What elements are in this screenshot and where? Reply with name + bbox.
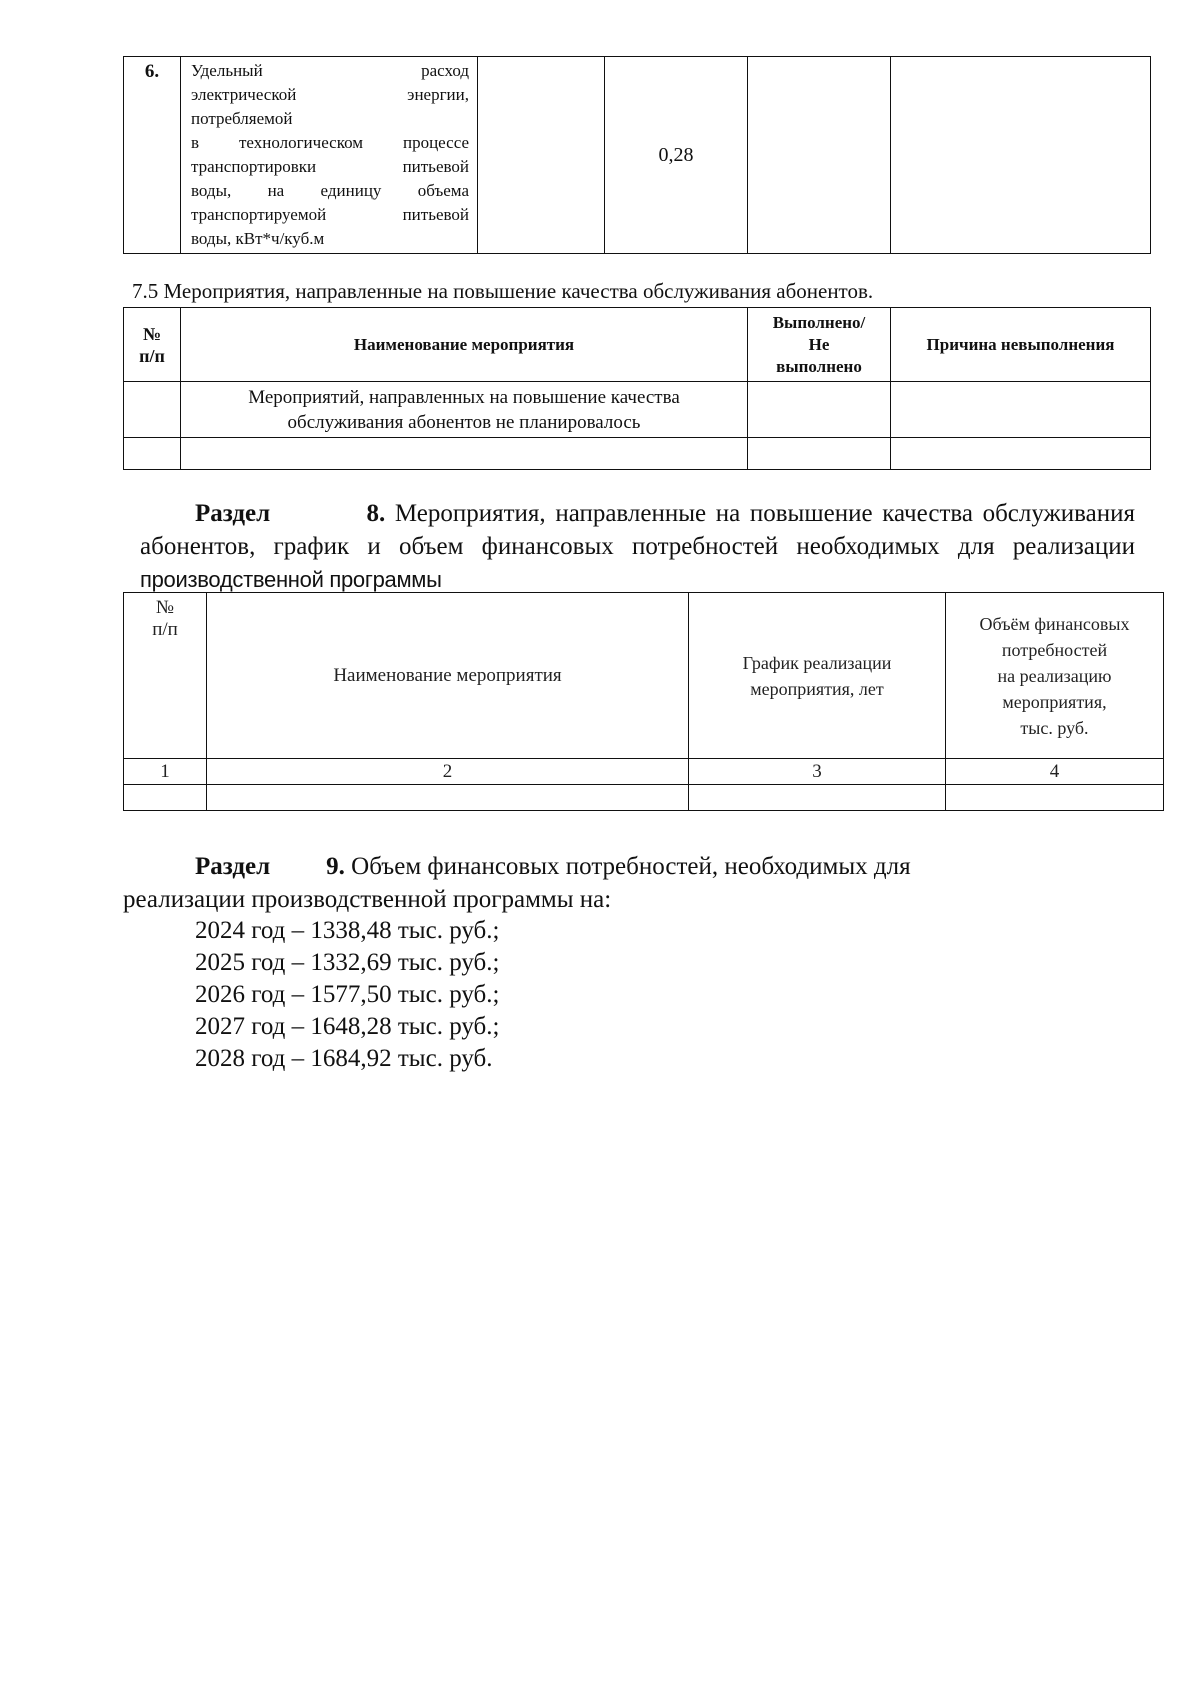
header-reason: Причина невыполнения (891, 308, 1151, 382)
empty-cell (891, 438, 1151, 470)
table-header-row (124, 308, 1151, 382)
empty-cell (124, 785, 207, 811)
list-item: 2026 год – 1577,50 тыс. руб.; (195, 981, 500, 1008)
desc-line: транспортируемой питьевой (191, 205, 469, 224)
header-num: № п/п (124, 593, 207, 759)
list-item: 2024 год – 1338,48 тыс. руб.; (195, 917, 500, 944)
quality-measures-table (123, 307, 1151, 470)
section-number: 8. (366, 500, 386, 527)
desc-line: в технологическом процессе (191, 133, 469, 152)
empty-cell (181, 438, 748, 470)
empty-cell (124, 382, 181, 438)
table-row (124, 785, 1164, 811)
desc-line: потребляемой (191, 109, 293, 128)
row-number: 6. (124, 57, 181, 254)
empty-cell (891, 57, 1151, 254)
empty-cell (478, 57, 605, 254)
yearly-financial-needs-list (195, 915, 499, 1075)
header-schedule: График реализации мероприятия, лет (689, 593, 946, 759)
heading-line: Мероприятия, направленные на повышение качества обслуживания (394, 500, 1136, 527)
table-row (124, 382, 1151, 438)
heading-line: производственной программы (140, 567, 442, 592)
heading-line: Объем финансовых потребностей, необходимых для (351, 853, 911, 880)
heading-line: реализации производственной программы на: (123, 886, 612, 913)
list-item: 2028 год – 1684,92 тыс. руб. (195, 1045, 493, 1072)
indicator-description (181, 57, 478, 254)
header-volume: Объём финансовых потребностей на реализацию мероприятия, тыс. руб. (946, 593, 1164, 759)
header-done: Выполнено/ Не выполнено (748, 308, 891, 382)
empty-cell (124, 438, 181, 470)
section-7-5-caption: 7.5 Мероприятия, направленные на повышение качества обслуживания абонентов. (132, 279, 874, 303)
column-number: 4 (946, 759, 1164, 785)
desc-line: воды, кВт*ч/куб.м (191, 229, 325, 248)
table-row (124, 438, 1151, 470)
financial-needs-table (123, 592, 1164, 811)
column-number: 2 (207, 759, 689, 785)
measures-note: Мероприятий, направленных на повышение качества обслуживания абонентов не планировалось (181, 382, 748, 438)
indicator-value: 0,28 (605, 57, 748, 254)
table-row (124, 57, 1151, 254)
list-item: 2025 год – 1332,69 тыс. руб.; (195, 949, 500, 976)
desc-line: транспортировки питьевой (191, 157, 469, 176)
empty-cell (689, 785, 946, 811)
header-num: № п/п (124, 308, 181, 382)
empty-cell (748, 382, 891, 438)
empty-cell (946, 785, 1164, 811)
column-number: 3 (689, 759, 946, 785)
section-number: 9. (326, 853, 345, 880)
empty-cell (891, 382, 1151, 438)
indicators-table (123, 56, 1151, 254)
header-name: Наименование мероприятия (207, 593, 689, 759)
list-item: 2027 год – 1648,28 тыс. руб.; (195, 1013, 500, 1040)
empty-cell (207, 785, 689, 811)
heading-line: абонентов, график и объем финансовых потребностей необходимых для реализации (140, 533, 1135, 560)
table-header-row (124, 593, 1164, 759)
header-name: Наименование мероприятия (181, 308, 748, 382)
desc-line: Удельный расход (191, 61, 469, 80)
column-number: 1 (124, 759, 207, 785)
empty-cell (748, 57, 891, 254)
section-8-heading (140, 497, 1135, 596)
column-number-row (124, 759, 1164, 785)
desc-line: электрической энергии, (191, 85, 469, 104)
empty-cell (748, 438, 891, 470)
section-label: Раздел (195, 853, 271, 880)
desc-line: воды, на единицу объема (191, 181, 469, 200)
section-label: Раздел (195, 500, 271, 527)
section-9-heading (123, 850, 1123, 916)
